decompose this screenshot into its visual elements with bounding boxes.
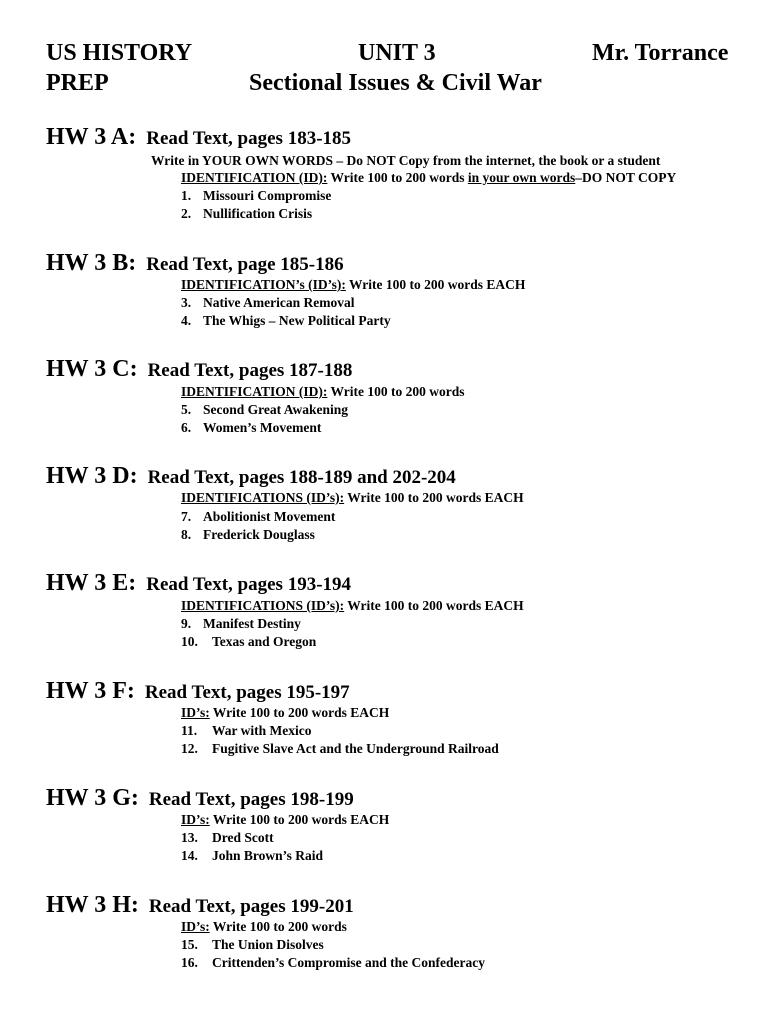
hw-label: HW 3 H: — [46, 892, 139, 918]
list-item — [181, 508, 335, 525]
unit-number: UNIT 3 — [358, 40, 436, 66]
instruction-text: Write 100 to 200 words EACH — [344, 598, 524, 613]
item-text: Second Great Awakening — [203, 402, 349, 417]
item-number: 15. — [181, 937, 198, 952]
instruction-heading: ID’s: — [181, 705, 210, 720]
hw-section-title — [46, 892, 354, 919]
list-item — [181, 401, 348, 418]
list-item — [181, 633, 316, 650]
instruction-heading: ID’s: — [181, 919, 210, 934]
reading-assignment: Read Text, pages 199-201 — [148, 896, 354, 917]
instruction-suffix: –DO NOT COPY — [575, 170, 677, 185]
item-text: The Union Disolves — [212, 937, 324, 952]
list-item — [181, 936, 324, 953]
instruction-line — [181, 383, 465, 400]
item-text: Fugitive Slave Act and the Underground Railroad — [212, 741, 499, 756]
item-text: The Whigs – New Political Party — [203, 313, 391, 328]
instruction-text: Write 100 to 200 words EACH — [344, 490, 524, 505]
list-item — [181, 205, 312, 222]
reading-assignment: Read Text, pages 198-199 — [148, 789, 354, 810]
item-number: 7. — [181, 509, 192, 524]
course-name: US HISTORY — [46, 40, 193, 66]
instruction-line — [181, 276, 525, 293]
hw-section-title — [46, 124, 351, 151]
item-number: 13. — [181, 830, 198, 845]
hw-section-title — [46, 785, 354, 812]
reading-assignment: Read Text, pages 193-194 — [146, 574, 352, 595]
reading-assignment: Read Text, page 185-186 — [146, 254, 344, 275]
list-item — [181, 740, 499, 757]
list-item — [181, 312, 391, 329]
instruction-text: Write 100 to 200 words — [327, 384, 465, 399]
instruction-heading: IDENTIFICATION (ID): — [181, 384, 328, 399]
hw-section-title — [46, 356, 352, 383]
list-item — [181, 294, 354, 311]
instruction-line — [181, 918, 347, 935]
item-text: Nullification Crisis — [203, 206, 313, 221]
hw-label: HW 3 E: — [46, 570, 137, 596]
list-item — [181, 722, 311, 739]
item-number: 6. — [181, 420, 192, 435]
hw-label: HW 3 C: — [46, 356, 138, 382]
hw-label: HW 3 B: — [46, 250, 137, 276]
item-number: 5. — [181, 402, 192, 417]
item-text: Abolitionist Movement — [203, 509, 336, 524]
instruction-heading: ID’s: — [181, 812, 210, 827]
instruction-text: Write 100 to 200 words EACH — [209, 705, 390, 720]
instruction-heading: IDENTIFICATIONS (ID’s): — [181, 598, 345, 613]
list-item — [181, 847, 323, 864]
hw-section-title — [46, 678, 350, 705]
instruction-heading: IDENTIFICATION (ID): — [181, 170, 328, 185]
item-text: Crittenden’s Compromise and the Confederacy — [212, 955, 485, 970]
item-number: 8. — [181, 527, 192, 542]
instruction-line — [181, 489, 524, 506]
note-line: Write in YOUR OWN WORDS – Do NOT Copy from the internet, the book or a student — [151, 153, 661, 168]
item-number: 10. — [181, 634, 198, 649]
course-level: PREP — [46, 70, 109, 96]
item-text: Frederick Douglass — [203, 527, 315, 542]
unit-title: Sectional Issues & Civil War — [249, 70, 542, 96]
item-number: 4. — [181, 313, 192, 328]
reading-assignment: Read Text, pages 195-197 — [144, 682, 350, 703]
item-number: 3. — [181, 295, 192, 310]
instruction-emphasis: in your own words — [467, 170, 576, 185]
item-text: Missouri Compromise — [203, 188, 332, 203]
item-text: War with Mexico — [212, 723, 312, 738]
item-number: 14. — [181, 848, 198, 863]
item-number: 12. — [181, 741, 198, 756]
list-item — [181, 615, 301, 632]
reading-assignment: Read Text, pages 183-185 — [146, 128, 352, 149]
item-text: John Brown’s Raid — [212, 848, 324, 863]
instruction-heading: IDENTIFICATIONS (ID’s): — [181, 490, 345, 505]
list-item — [181, 829, 274, 846]
list-item — [181, 954, 485, 971]
item-text: Women’s Movement — [203, 420, 322, 435]
item-number: 11. — [181, 723, 198, 738]
instruction-line — [181, 169, 676, 186]
item-number: 2. — [181, 206, 192, 221]
instruction-text: Write 100 to 200 words EACH — [345, 277, 526, 292]
instruction-heading: IDENTIFICATION’s (ID’s): — [181, 277, 346, 292]
hw-section-title — [46, 570, 351, 597]
item-number: 1. — [181, 188, 192, 203]
list-item — [181, 526, 315, 543]
item-number: 9. — [181, 616, 192, 631]
hw-label: HW 3 A: — [46, 124, 137, 150]
item-text: Texas and Oregon — [212, 634, 317, 649]
instruction-line — [181, 704, 389, 721]
item-text: Native American Removal — [203, 295, 355, 310]
list-item — [181, 419, 321, 436]
hw-section-title — [46, 463, 456, 490]
instruction-text: Write 100 to 200 words EACH — [209, 812, 390, 827]
instruction-line — [181, 597, 524, 614]
hw-section-title — [46, 250, 344, 277]
list-item — [181, 187, 331, 204]
item-text: Dred Scott — [212, 830, 274, 845]
hw-label: HW 3 F: — [46, 678, 135, 704]
instruction-line — [181, 811, 389, 828]
instruction-text: Write 100 to 200 words — [327, 170, 468, 185]
reading-assignment: Read Text, pages 187-188 — [147, 360, 353, 381]
hw-label: HW 3 D: — [46, 463, 138, 489]
hw-label: HW 3 G: — [46, 785, 139, 811]
item-text: Manifest Destiny — [203, 616, 301, 631]
reading-assignment: Read Text, pages 188-189 and 202-204 — [147, 467, 456, 488]
teacher-name: Mr. Torrance — [592, 40, 729, 66]
item-number: 16. — [181, 955, 198, 970]
instruction-text: Write 100 to 200 words — [209, 919, 347, 934]
